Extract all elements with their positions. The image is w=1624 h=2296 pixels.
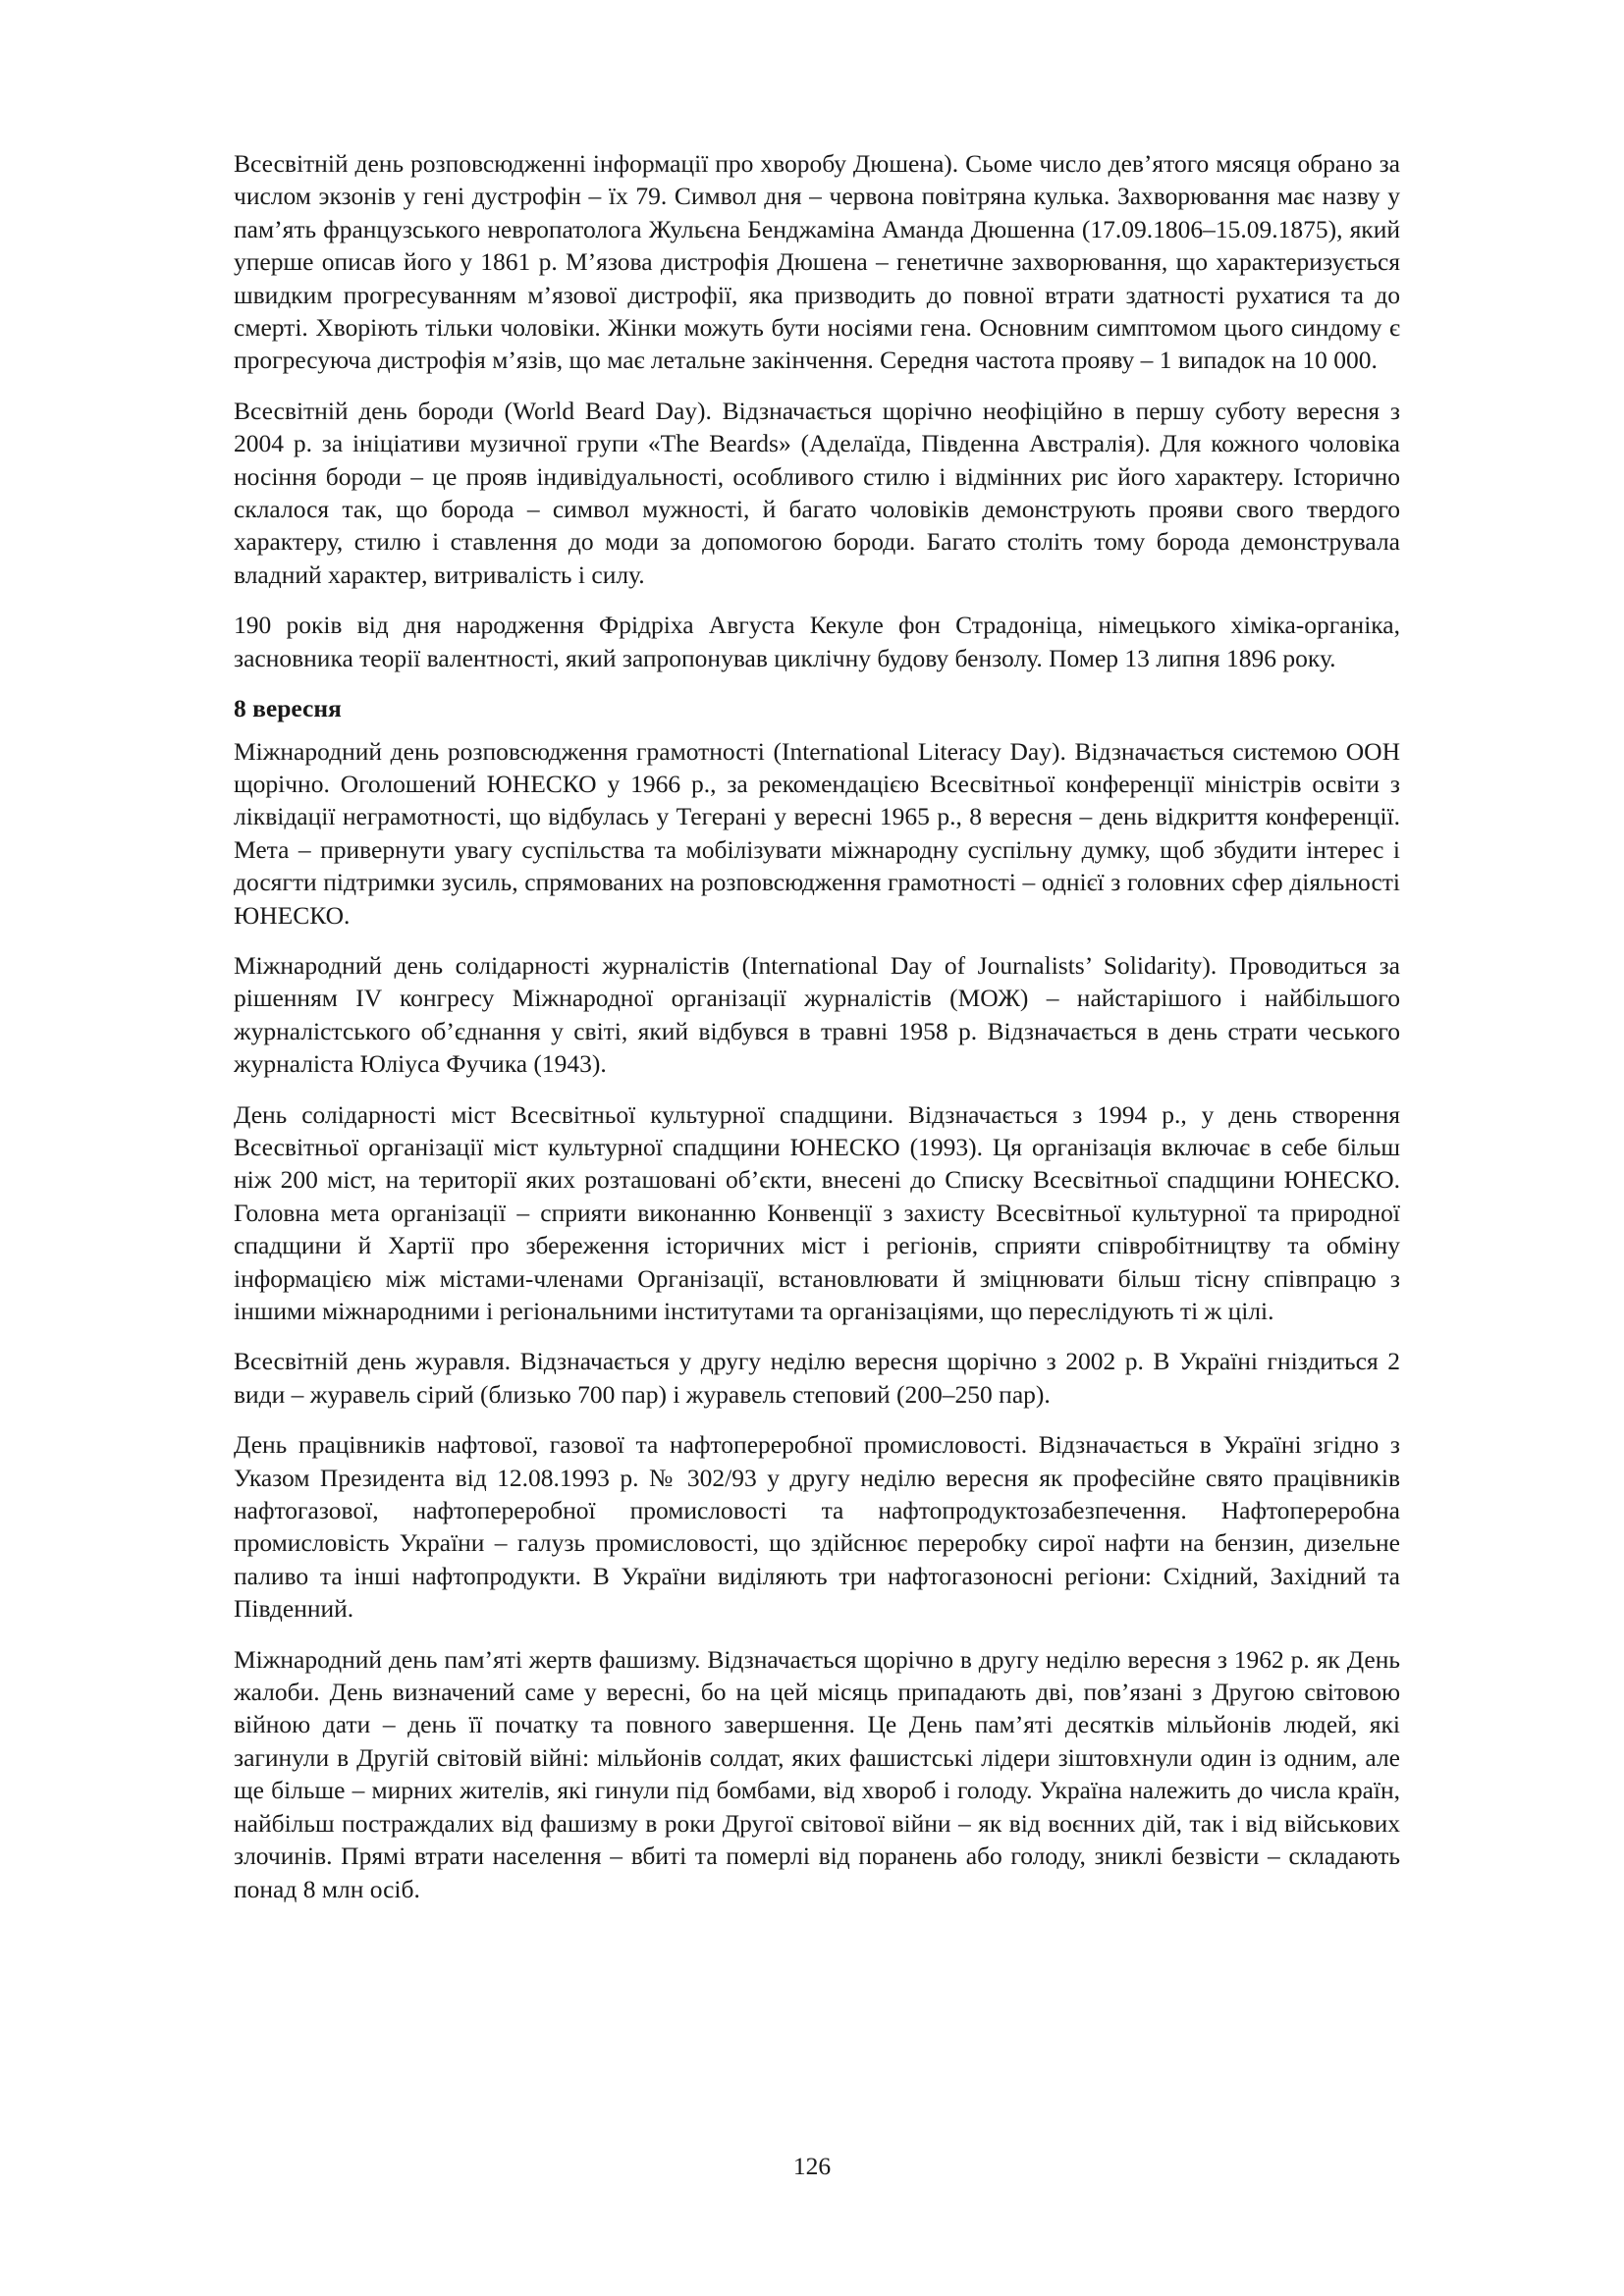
- paragraph-journalists-solidarity-day: Міжнародний день солідарності журналістів (International Day of Journalists’ Solidarity). Проводиться за рішенням IV конгресу Міжнародної організації журналістів (МОЖ) – найстарішого і найбільшого журналістського об’єднання у світі, який відбувся в травні 1958 р. Відзначається в день страти чеського журналіста Юліуса Фучика (1943).: [234, 950, 1400, 1079]
- document-page: [234, 147, 1400, 1923]
- page-number: 126: [792, 2152, 832, 2180]
- paragraph-world-beard-day: Всесвітній день бороди (World Beard Day). Відзначається щорічно неофіційно в першу суботу вересня з 2004 р. за ініціативи музичної групи «The Beards» (Аделаїда, Південна Австралія). Для кожного чоловіка носіння бороди – це прояв індивідуальності, особливого стилю і відмінних рис його характеру. Історично склалося так, що борода – символ мужності, й багато чоловіків демонструють прояви свого твердого характеру, стилю і ставлення до моди за допомогою бороди. Багато століть тому борода демонструвала владний характер, витривалість і силу.: [234, 396, 1400, 589]
- paragraph-world-heritage-cities-day: День солідарності міст Всесвітньої культурної спадщини. Відзначається з 1994 р., у день створення Всесвітньої організації міст культурної спадщини ЮНЕСКО (1993). Ця організація включає в себе більш ніж 200 міст, на території яких розташовані об’єкти, внесені до Списку Всесвітньої спадщини ЮНЕСКО. Головна мета організації – сприяти виконанню Конвенції з захисту Всесвітньої культурної та природної спадщини й Хартії про збереження історичних міст і регіонів, сприяти співробітництву та обміну інформацією між містами-членами Організації, встановлювати й зміцнювати більш тісну співпрацю з іншими міжнародними і регіональними інститутами та організаціями, що переслідують ті ж цілі.: [234, 1099, 1400, 1325]
- paragraph-duchenne-day: Всесвітній день розповсюдженні інформації про хворобу Дюшена). Сьоме число дев’ятого мясяця обрано за числом экзонів у гені дустрофін – їх 79. Символ дня – червона повітряна кулька. Захворювання має назву у пам’ять французського невропатолога Жульєна Бенджаміна Аманда Дюшенна (17.09.1806–15.09.1875), який уперше описав його у 1861 р. М’язова дистрофія Дюшена – генетичне захворювання, що характеризується швидким прогресуванням м’язової дистрофії, яка призводить до повної втрати здатності рухатися та до смерті. Хворіють тільки чоловіки. Жінки можуть бути носіями гена. Основним симптомом цього синдому є прогресуюча дистрофія м’язів, що має летальне закінчення. Середня частота прояву – 1 випадок на 10 000.: [234, 149, 1400, 375]
- paragraph-literacy-day: Міжнародний день розповсюдження грамотності (International Literacy Day). Відзначається системою ООН щорічно. Оголошений ЮНЕСКО у 1966 р., за рекомендацією Всесвітньої конференції міністрів освіти з ліквідації неграмотності, що відбулась у Тегерані у вересні 1965 р., 8 вересня – день відкриття конференції. Мета – привернути увагу суспільства та мобілізувати міжнародну суспільну думку, щоб збудити інтерес і досягти підтримки зусиль, спрямованих на розповсюдження грамотності – однієї з головних сфер діяльності ЮНЕСКО.: [234, 736, 1400, 930]
- paragraph-oil-gas-workers-day: День працівників нафтової, газової та нафтопереробної промисловості. Відзначається в Україні згідно з Указом Президента від 12.08.1993 р. № 302/93 у другу неділю вересня як професійне свято працівників нафтогазової, нафтопереробної промисловості та нафтопродуктозабезпечення. Нафтопереробна промисловість України – галузь промисловості, що здійснює переробку сирої нафти на бензин, дизельне паливо та інші нафтопродукти. В України виділяють три нафтогазоносні регіони: Східний, Західний та Південний.: [234, 1430, 1400, 1624]
- section-heading-date: 8 вересня: [234, 694, 342, 723]
- paragraph-fascism-victims-day: Міжнародний день пам’яті жертв фашизму. Відзначається щорічно в другу неділю вересня з 1962 р. як День жалоби. День визначений саме у вересні, бо на цей місяць припадають дві, пов’язані з Другою світовою війною дати – день її початку та повного завершення. Це День пам’яті десятків мільйонів людей, які загинули в Другій світовій війні: мільйонів солдат, яких фашистські лідери зіштовхнули один із одним, але ще більше – мирних жителів, які гинули під бомбами, від хвороб і голоду. Україна належить до числа країн, найбільш постраждалих від фашизму в роки Другої світової війни – як від воєнних дій, так і від військових злочинів. Прямі втрати населення – вбиті та померлі від поранень або голоду, зниклі безвісти – складають понад 8 млн осіб.: [234, 1644, 1400, 1903]
- paragraph-kekule-anniversary: 190 років від дня народження Фрідріха Августа Кекуле фон Страдоніца, німецького хіміка-органіка, засновника теорії валентності, який запропонував циклічну будову бензолу. Помер 13 липня 1896 року.: [234, 611, 1400, 672]
- paragraph-crane-day: Всесвітній день журавля. Відзначається у другу неділю вересня щорічно з 2002 р. В Україні гніздиться 2 види – журавель сірий (близько 700 пар) і журавель степовий (200–250 пар).: [234, 1347, 1400, 1409]
